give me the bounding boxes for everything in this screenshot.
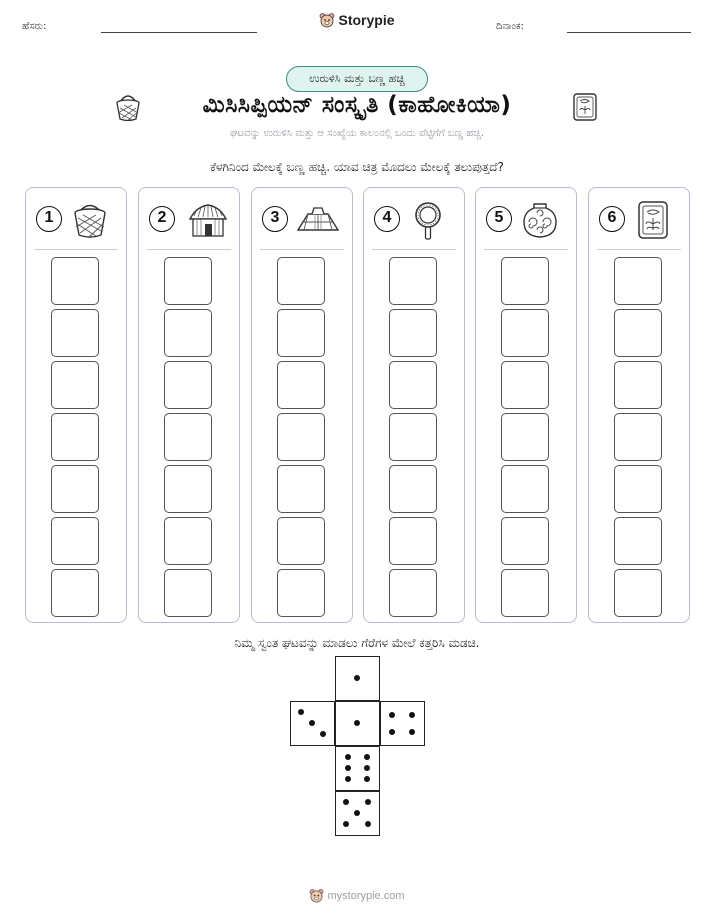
date-label: ದಿನಾಂಕ: bbox=[496, 21, 524, 32]
column-divider bbox=[260, 249, 344, 250]
column-3 bbox=[251, 187, 353, 623]
column-6 bbox=[588, 187, 690, 623]
color-box[interactable] bbox=[614, 517, 662, 565]
color-box[interactable] bbox=[389, 309, 437, 357]
dice-face-left bbox=[290, 701, 335, 746]
color-box[interactable] bbox=[277, 465, 325, 513]
color-box[interactable] bbox=[277, 569, 325, 617]
spiral-pot-icon bbox=[520, 200, 560, 240]
brand-logo bbox=[0, 12, 714, 31]
color-box[interactable] bbox=[164, 257, 212, 305]
activity-pill: ಉರುಳಿಸಿ ಮತ್ತು ಬಣ್ಣ ಹಚ್ಚಿ bbox=[286, 66, 428, 92]
cut-fold-instruction: ನಿಮ್ಮ ಸ್ವಂತ ಘಟವನ್ನು ಮಾಡಲು ಗೆರೆಗಳ ಮೇಲೆ ಕತ್ತರಿಸಿ ಮಡಚಿ. bbox=[234, 636, 480, 650]
color-box[interactable] bbox=[389, 569, 437, 617]
color-box[interactable] bbox=[614, 361, 662, 409]
page-title: ಮಿಸಿಸಿಪ್ಪಿಯನ್ ಸಂಸ್ಕೃತಿ (ಕಾಹೋಕಿಯಾ) bbox=[202, 92, 512, 118]
color-box[interactable] bbox=[51, 413, 99, 461]
color-box[interactable] bbox=[51, 257, 99, 305]
footer-url[interactable]: mystorypie.com bbox=[327, 890, 405, 902]
color-box[interactable] bbox=[614, 257, 662, 305]
name-line bbox=[101, 32, 257, 33]
color-box[interactable] bbox=[389, 413, 437, 461]
color-box[interactable] bbox=[164, 413, 212, 461]
column-divider bbox=[147, 249, 231, 250]
column-4 bbox=[363, 187, 465, 623]
question-text: ಕೆಳಗಿನಿಂದ ಮೇಲಕ್ಕೆ ಬಣ್ಣ ಹಚ್ಚಿ. ಯಾವ ಚಿತ್ರ ಮೊದಲು ಮೇಲಕ್ಕೆ ತಲುಪುತ್ತದೆ? bbox=[210, 160, 504, 174]
hand-mirror-icon bbox=[408, 198, 448, 242]
mound-pyramid-icon bbox=[296, 200, 340, 240]
dice-face-bottom bbox=[335, 791, 380, 836]
column-number: 4 bbox=[374, 206, 400, 232]
color-box[interactable] bbox=[614, 569, 662, 617]
basket-icon bbox=[70, 200, 110, 240]
color-box[interactable] bbox=[501, 465, 549, 513]
color-box[interactable] bbox=[389, 517, 437, 565]
tablet-title-icon bbox=[572, 92, 598, 122]
color-box[interactable] bbox=[51, 569, 99, 617]
color-box[interactable] bbox=[51, 465, 99, 513]
dice-face-right bbox=[380, 701, 425, 746]
color-box[interactable] bbox=[164, 361, 212, 409]
column-number: 6 bbox=[599, 206, 625, 232]
color-box[interactable] bbox=[614, 413, 662, 461]
color-box[interactable] bbox=[51, 361, 99, 409]
color-box[interactable] bbox=[614, 465, 662, 513]
color-box[interactable] bbox=[501, 361, 549, 409]
subtitle: ಘಟವನ್ನು ಉರುಳಿಸಿ ಮತ್ತು ಆ ಸಂಖ್ಯೆಯ ಕಾಲಂನಲ್ಲಿ ಒಂದು ಪೆಟ್ಟಿಗೆಗೆ ಬಣ್ಣ ಹಚ್ಚಿ. bbox=[229, 128, 485, 139]
column-number: 1 bbox=[36, 206, 62, 232]
color-box[interactable] bbox=[164, 569, 212, 617]
dice-face-top bbox=[335, 656, 380, 701]
column-divider bbox=[34, 249, 118, 250]
dice-face-center bbox=[335, 701, 380, 746]
color-box[interactable] bbox=[164, 465, 212, 513]
brand-name: Storypie bbox=[338, 12, 395, 28]
dice-face-lower bbox=[335, 746, 380, 791]
color-box[interactable] bbox=[277, 309, 325, 357]
color-box[interactable] bbox=[389, 257, 437, 305]
color-box[interactable] bbox=[501, 569, 549, 617]
column-divider bbox=[484, 249, 568, 250]
color-box[interactable] bbox=[164, 309, 212, 357]
color-box[interactable] bbox=[501, 309, 549, 357]
color-box[interactable] bbox=[501, 257, 549, 305]
column-number: 2 bbox=[149, 206, 175, 232]
color-box[interactable] bbox=[277, 361, 325, 409]
color-box[interactable] bbox=[389, 465, 437, 513]
column-5 bbox=[475, 187, 577, 623]
color-box[interactable] bbox=[277, 257, 325, 305]
bear-logo-icon bbox=[319, 12, 335, 31]
thatched-hut-icon bbox=[183, 200, 233, 240]
color-box[interactable] bbox=[51, 517, 99, 565]
color-box[interactable] bbox=[501, 413, 549, 461]
column-1 bbox=[25, 187, 127, 623]
name-label: ಹೆಸರು: bbox=[22, 21, 47, 32]
color-box[interactable] bbox=[277, 517, 325, 565]
column-number: 5 bbox=[486, 206, 512, 232]
footer bbox=[0, 888, 714, 906]
column-2 bbox=[138, 187, 240, 623]
column-divider bbox=[597, 249, 681, 250]
color-box[interactable] bbox=[277, 413, 325, 461]
color-box[interactable] bbox=[389, 361, 437, 409]
column-number: 3 bbox=[262, 206, 288, 232]
bear-logo-icon bbox=[309, 888, 324, 906]
column-divider bbox=[372, 249, 456, 250]
color-box[interactable] bbox=[614, 309, 662, 357]
carved-tablet-icon bbox=[633, 200, 673, 240]
date-line bbox=[567, 32, 691, 33]
color-box[interactable] bbox=[501, 517, 549, 565]
color-box[interactable] bbox=[51, 309, 99, 357]
color-box[interactable] bbox=[164, 517, 212, 565]
